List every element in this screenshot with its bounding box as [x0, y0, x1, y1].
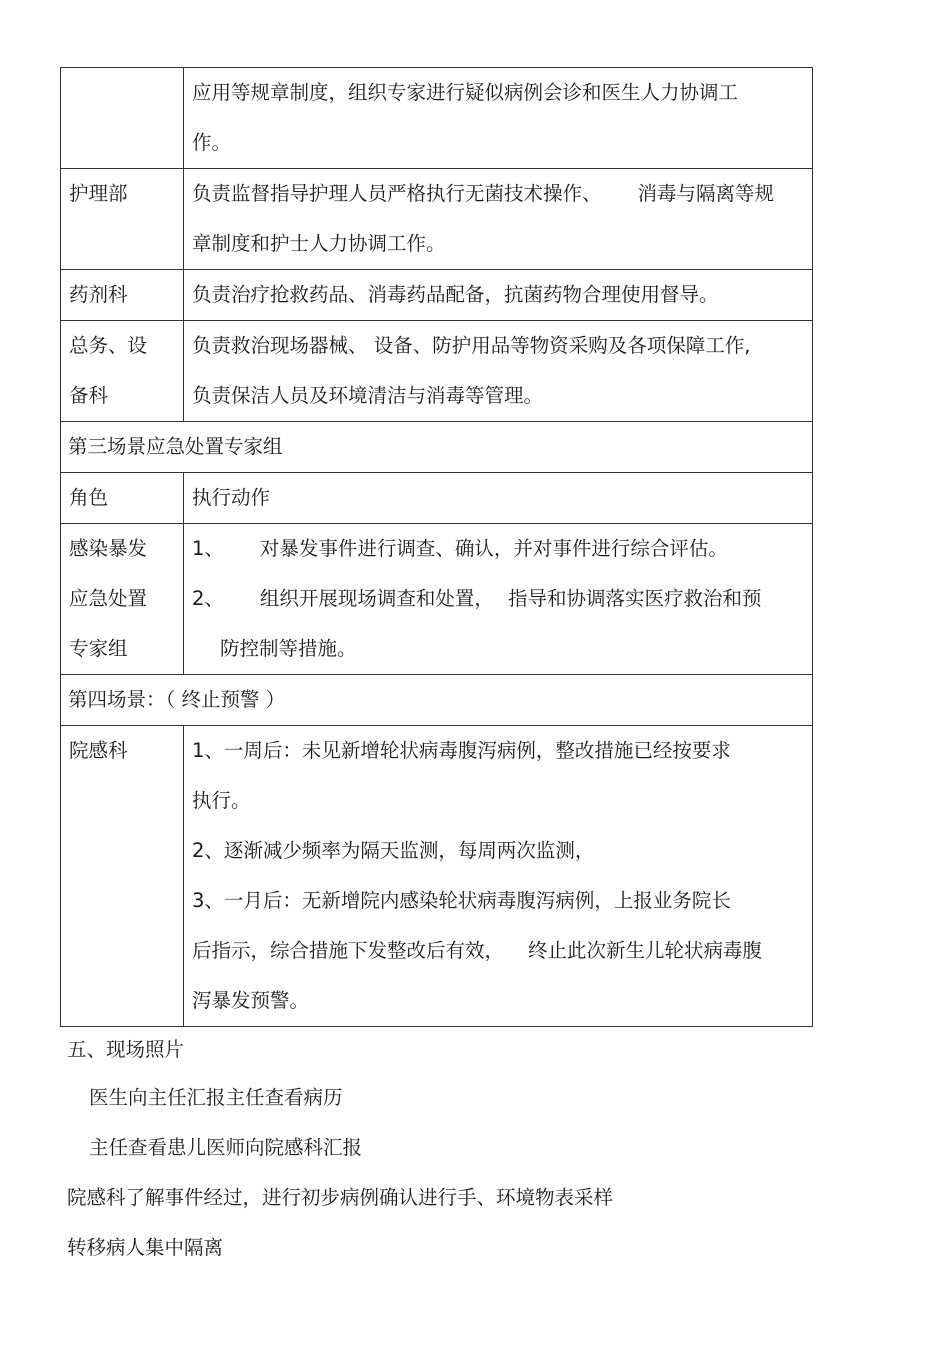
table-row	[61, 321, 813, 422]
action-line	[192, 169, 804, 219]
item-number: 1、	[192, 537, 224, 560]
role-cell: 护理部	[61, 169, 184, 270]
action-line: 作。	[192, 131, 232, 154]
table-row	[61, 169, 813, 270]
role-line: 专家组	[69, 637, 128, 660]
action-line	[192, 574, 804, 624]
action-cell	[184, 524, 813, 675]
action-line: 章制度和护士人力协调工作。	[192, 232, 446, 255]
photo-caption: 转移病人集中隔离	[67, 1236, 224, 1259]
action-line: 3、一月后：无新增院内感染轮状病毒腹泻病例，上报业务院长	[192, 889, 731, 912]
table-row	[61, 68, 813, 169]
action-cell	[184, 68, 813, 169]
section-header: 第三场景应急处置专家组	[61, 422, 813, 473]
item-number: 2、	[192, 587, 224, 610]
table-row	[61, 473, 813, 524]
action-line	[192, 524, 804, 574]
action-line: 执行。	[192, 789, 251, 812]
action-text: 指导和协调落实医疗救治和预	[507, 587, 762, 610]
role-cell	[61, 524, 184, 675]
table-row	[61, 270, 813, 321]
section-header: 第四场景：（ 终止预警 ）	[61, 675, 813, 726]
action-cell	[184, 270, 813, 321]
table-row	[61, 726, 813, 1027]
photo-caption: 院感科了解事件经过，进行初步病例确认进行手、环境物表采样	[67, 1186, 614, 1209]
action-line: 泻暴发预警。	[192, 989, 310, 1012]
action-cell	[184, 321, 813, 422]
action-line: 1、一周后：未见新增轮状病毒腹泻病例，整改措施已经按要求	[192, 739, 731, 762]
action-line: 负责救治现场器械、 设备、防护用品等物资采购及各项保障工作,	[192, 334, 751, 357]
role-cell: 药剂科	[61, 270, 184, 321]
action-text: 对暴发事件进行调查、确认，并对事件进行综合评估。	[259, 537, 728, 560]
role-cell	[61, 68, 184, 169]
action-line: 2、逐渐减少频率为隔天监测，每周两次监测，	[192, 839, 595, 862]
action-line: 负责治疗抢救药品、消毒药品配备，抗菌药物合理使用督导。	[192, 283, 719, 306]
role-cell: 院感科	[61, 726, 184, 1027]
role-header: 角色	[61, 473, 184, 524]
action-text: 负责监督指导护理人员严格执行无菌技术操作、	[192, 182, 602, 205]
action-line: 负责保洁人员及环境清洁与消毒等管理。	[192, 384, 544, 407]
action-text: 消毒与隔离等规	[637, 182, 775, 205]
photo-caption: 医生向主任汇报主任查看病历	[89, 1086, 343, 1109]
photo-caption: 主任查看患儿医师向院感科汇报	[89, 1136, 363, 1159]
role-cell	[61, 321, 184, 422]
action-text: 终止此次新生儿轮状病毒腹	[528, 939, 763, 962]
table-row	[61, 524, 813, 675]
action-cell	[184, 726, 813, 1027]
action-text: 组织开展现场调查和处置，	[259, 587, 494, 610]
action-line: 应用等规章制度，组织专家进行疑似病例会诊和医生人力协调工	[192, 81, 739, 104]
role-line: 应急处置	[69, 587, 148, 610]
section-heading: 五、现场照片	[67, 1038, 185, 1061]
table-row	[61, 422, 813, 473]
action-line: 防控制等措施。	[220, 637, 357, 660]
plan-table	[60, 67, 813, 1027]
action-line	[192, 926, 804, 976]
action-text: 后指示，综合措施下发整改后有效，	[192, 939, 505, 962]
action-header: 执行动作	[184, 473, 813, 524]
table-row	[61, 675, 813, 726]
role-line: 感染暴发	[69, 537, 148, 560]
role-line: 总务、设	[69, 334, 148, 357]
action-cell	[184, 169, 813, 270]
role-line: 备科	[69, 384, 109, 407]
